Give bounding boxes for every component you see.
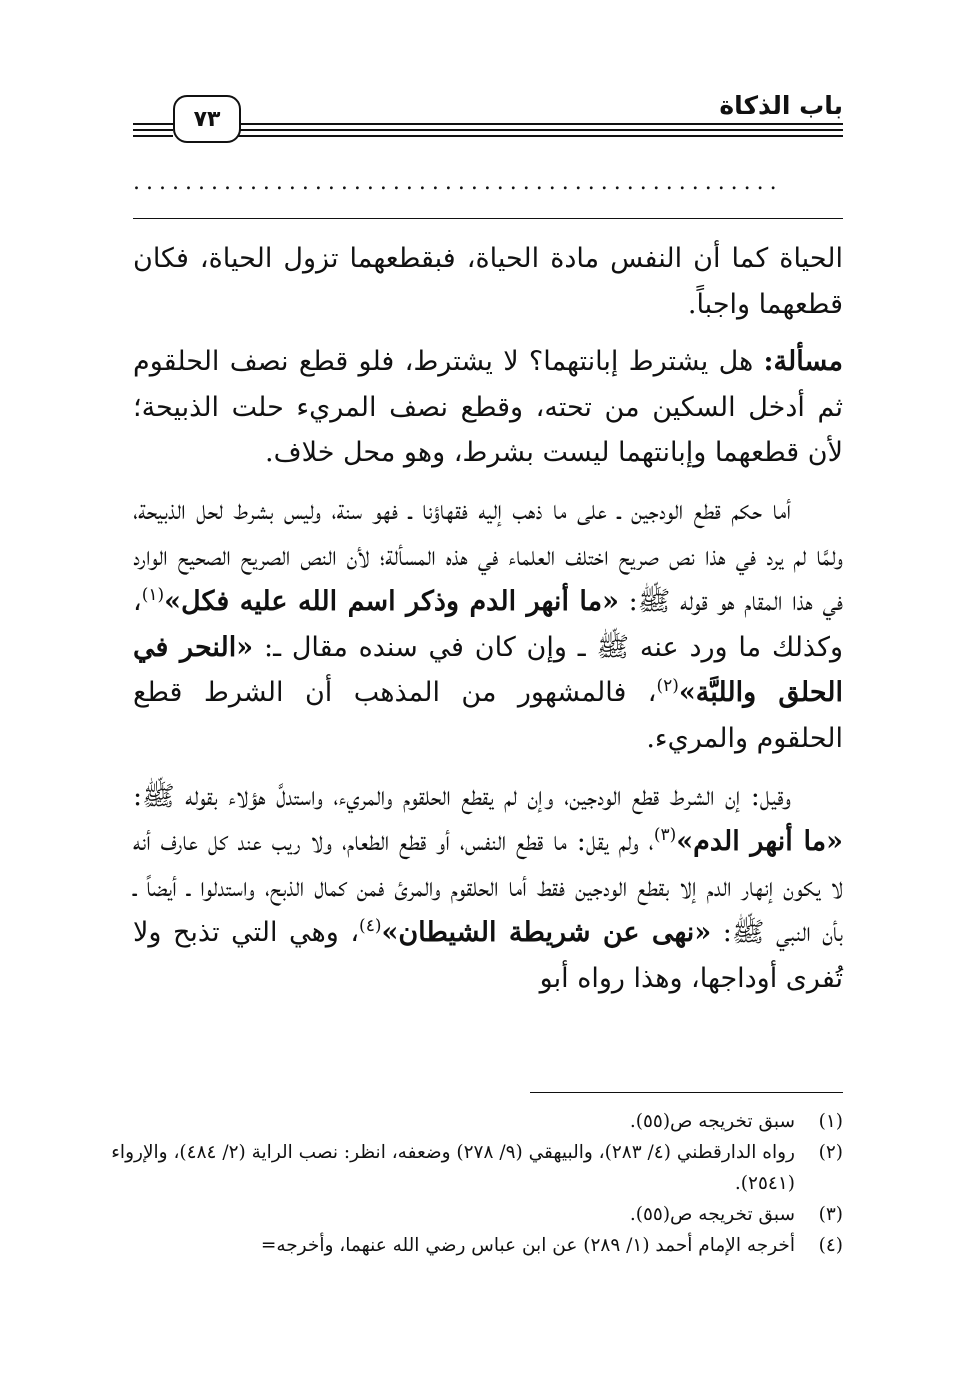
paragraph xyxy=(133,774,843,1002)
header-rule xyxy=(133,135,173,137)
footnote-text: أخرجه الإمام أحمد (١/ ٢٨٩) عن ابن عباس رضي الله عنهما، وأخرجه= xyxy=(260,1235,795,1256)
footnote-ref: (١) xyxy=(141,585,165,606)
page-number: ٧٣ xyxy=(173,95,241,143)
paragraph-text: ، ولم يقل: ما قطع النفس، أو قطع الطعام، ولا ريب عند كل عارف أنه لا يكون إنهار الدم إلا بقطع الودجين فقط أما الحلقوم والمرئ فمن كمال الذبح، واستدلوا ـ أيضاً ـ بأن النبي ﷺ: xyxy=(133,826,844,949)
footnote-text: سبق تخريجه ص(٥٥). xyxy=(629,1204,795,1225)
footnote xyxy=(100,1230,843,1261)
paragraph-text: الحياة كما أن النفس مادة الحياة، فبقطعهما تزول الحياة، فكان قطعهما واجباً. xyxy=(133,243,843,320)
header-divider xyxy=(133,218,843,219)
paragraph xyxy=(133,339,843,476)
paragraph xyxy=(133,488,843,762)
footnote-ref: (٣) xyxy=(653,825,677,846)
issue-label: مسألة: xyxy=(763,346,843,378)
paragraph-text: وقيل: إن الشرط قطع الودجين، وإن لم يقطع الحلقوم والمريء، واستدلَّ هؤلاء بقوله ﷺ: xyxy=(133,780,791,812)
paragraph-text: ، وكذلك ما ورد عنه ﷺ ـ وإن كان في سنده مقال ـ: xyxy=(133,586,843,663)
footnote-number: (٢) xyxy=(818,1142,843,1163)
footnote-number: (١) xyxy=(818,1111,843,1132)
footnote xyxy=(100,1106,843,1137)
footnote-number: (٤) xyxy=(818,1235,843,1256)
footnote-ref: (٤) xyxy=(359,916,382,937)
header-rule xyxy=(237,123,843,125)
paragraph-text: ، فالمشهور من المذهب أن الشرط قطع الحلقوم والمريء. xyxy=(133,677,843,754)
footnote-text: سبق تخريجه ص(٥٥). xyxy=(629,1111,795,1132)
header-rule xyxy=(237,135,843,137)
chapter-title: باب الذكاة xyxy=(719,91,843,120)
hadith-quote: «نهى عن شريطة الشيطان» xyxy=(381,917,712,949)
footnote-ref: (٢) xyxy=(656,676,679,697)
footnote-divider xyxy=(530,1092,843,1093)
page-header xyxy=(133,85,843,145)
main-text xyxy=(133,236,843,1002)
header-rule xyxy=(237,129,843,131)
paragraph xyxy=(133,236,843,327)
footnote xyxy=(100,1199,843,1230)
paragraph-text: أما حكم قطع الودجين ـ على ما ذهب إليه فقهاؤنا ـ فهو سنة، وليس بشرط لحل الذبيحة، ولمَّا لم يرد في هذا نص صريح اختلف العلماء في هذه المسألة؛ لأن النص الصريح الصحيح الوارد في هذا المقام هو قوله ﷺ: xyxy=(133,494,843,618)
footnotes xyxy=(100,1106,843,1261)
hadith-quote: «ما أنهر الدم» xyxy=(676,826,844,858)
header-rule xyxy=(133,129,173,131)
paragraph-text: ، وهي التي تذبح ولا تُفرى أوداجها، وهذا رواه أبو xyxy=(133,917,843,994)
footnote-number: (٣) xyxy=(818,1204,843,1225)
paragraph-text: هل يشترط إبانتهما؟ لا يشترط، فلو قطع نصف الحلقوم ثم أدخل السكين من تحته، وقطع نصف المريء حلت الذبيحة؛ لأن قطعهما وإبانتهما ليست بشرط، وهو محل خلاف. xyxy=(133,346,843,469)
footnote-text: رواه الدارقطني (٤/ ٢٨٣)، والبيهقي (٩/ ٢٧٨) وضعفه، انظر: نصب الراية (٢/ ٤٨٤)، والإرواء (٢٥٤١). xyxy=(111,1142,795,1194)
footnote xyxy=(100,1137,843,1199)
dotted-separator: .................................................. xyxy=(133,170,783,195)
hadith-quote: «النحر في الحلق واللبَّة» xyxy=(133,631,843,709)
header-rule xyxy=(133,123,173,125)
hadith-quote: «ما أنهر الدم وذكر اسم الله عليه فكل» xyxy=(164,586,619,618)
